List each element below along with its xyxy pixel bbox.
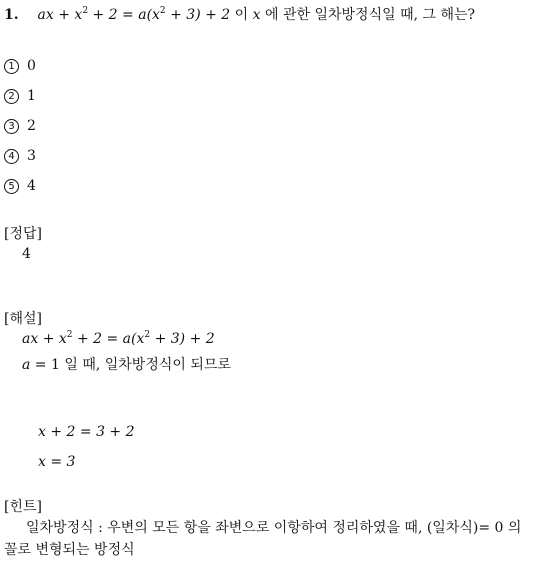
question-text-tail: 에 관한 일차방정식일 때, 그 해는?	[260, 7, 476, 23]
question-sup-1: 2	[82, 6, 89, 16]
choice-marker-2: 2	[4, 89, 19, 104]
choice-marker-4: 4	[4, 149, 19, 164]
choice-value-1: 0	[27, 58, 36, 74]
choice-2[interactable]	[4, 88, 36, 104]
choice-4[interactable]	[4, 148, 36, 164]
choice-value-3: 2	[27, 118, 36, 134]
explanation-eq-right: + 3) + 2	[150, 331, 215, 347]
choice-value-2: 1	[27, 88, 36, 104]
explanation-line-1	[22, 331, 215, 347]
question-var-x: x	[252, 7, 261, 23]
choice-marker-1: 1	[4, 59, 19, 74]
choice-1[interactable]	[4, 58, 36, 74]
explanation-line-3: x + 2 = 3 + 2	[38, 424, 135, 440]
question-equation-left: ax + x	[37, 7, 83, 23]
question-sup-2: 2	[159, 6, 166, 16]
choice-value-5: 4	[27, 178, 36, 194]
question-text-after-eq: 이	[230, 7, 253, 23]
question-equation-mid: + 2 = a(x	[88, 7, 160, 23]
choice-3[interactable]	[4, 118, 36, 134]
question-number: 1.	[4, 7, 19, 23]
choice-marker-3: 3	[4, 119, 19, 134]
explanation-var-a: a	[22, 357, 31, 373]
explanation-label: [해설]	[4, 311, 42, 327]
question-line	[4, 4, 475, 24]
explanation-eq-mid: + 2 = a(x	[72, 331, 145, 347]
answer-value: 4	[22, 246, 31, 262]
explanation-line-2	[22, 354, 231, 374]
explanation-sup-2: 2	[144, 330, 151, 340]
explanation-eq-left: ax + x	[22, 331, 67, 347]
choice-5[interactable]	[4, 178, 36, 194]
explanation-line-4: x = 3	[38, 454, 76, 470]
choice-value-4: 3	[27, 148, 36, 164]
explanation-eq-value: = 1	[30, 357, 60, 373]
explanation-text: 일 때, 일차방정식이 되므로	[59, 357, 231, 373]
hint-text: 일차방정식 : 우변의 모든 항을 좌변으로 이항하여 정리하였을 때, (일차식)= 0 의 꼴로 변형되는 방정식	[4, 520, 522, 558]
hint-label: [힌트]	[4, 499, 42, 515]
choice-marker-5: 5	[4, 179, 19, 194]
question-equation-right: + 3) + 2	[165, 7, 231, 23]
answer-label: [정답]	[4, 226, 42, 242]
explanation-sup-1: 2	[66, 330, 73, 340]
